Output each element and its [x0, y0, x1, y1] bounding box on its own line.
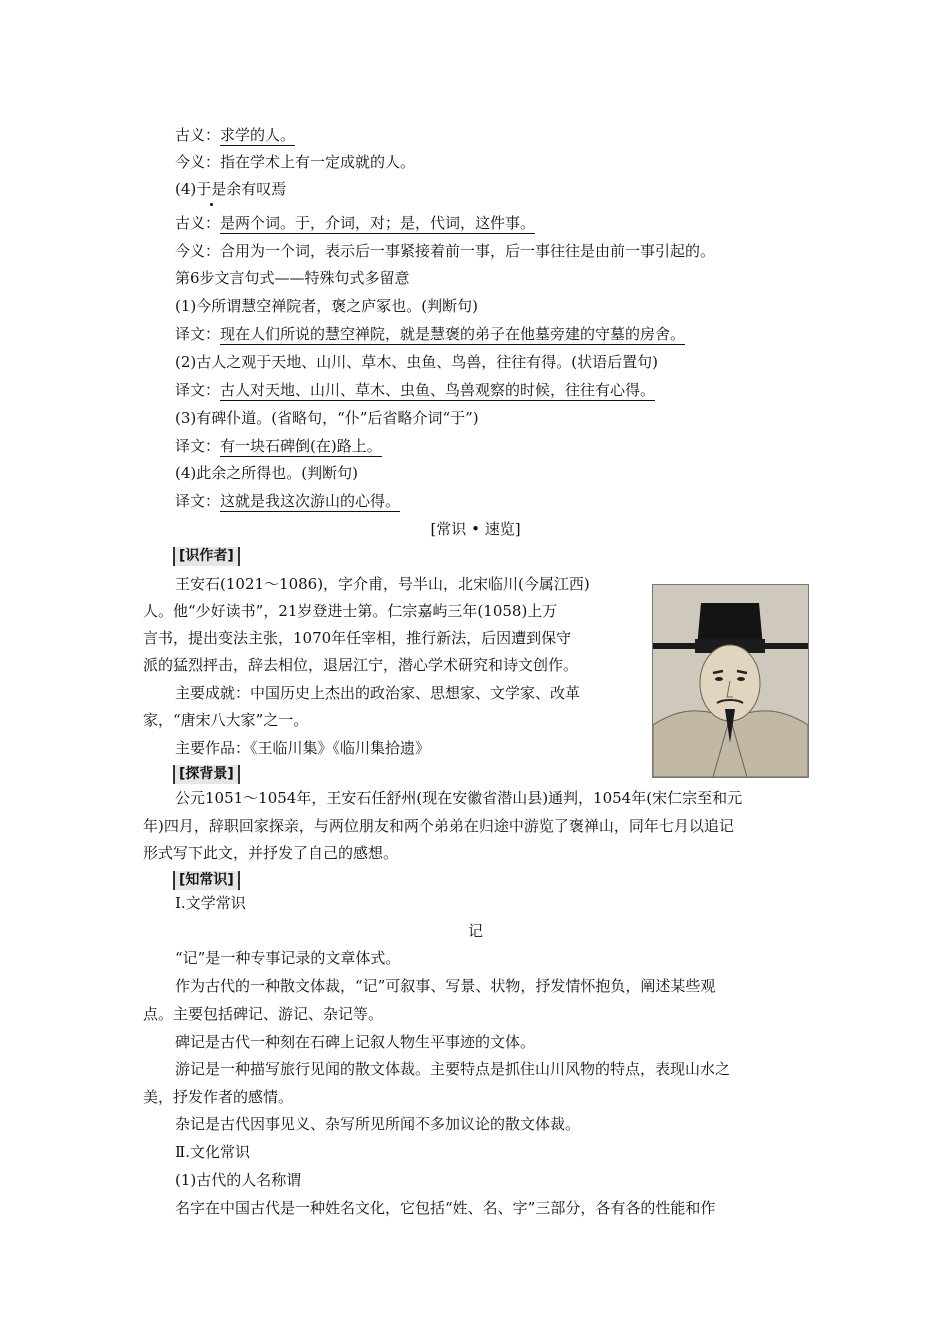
author-portrait	[652, 584, 809, 778]
knowledge-text: 作为古代的一种散文体裁，“记”可叙事、写景、状物，抒发情怀抱负，阐述某些观	[175, 977, 716, 995]
knowledge-text: 碑记是古代一种刻在石碑上记叙人物生平事迹的文体。	[175, 1033, 536, 1051]
tag-knowledge: [知常识]	[173, 871, 240, 890]
heading-literature: Ⅰ.文学常识	[175, 894, 246, 912]
author-text: 派的猛烈抨击，辞去相位，退居江宁，潜心学术研究和诗文创作。	[143, 656, 579, 674]
background-text: 形式写下此文，并抒发了自己的感想。	[143, 844, 399, 862]
gloss-modern-meaning: 今义：指在学术上有一定成就的人。	[175, 153, 416, 171]
heading-culture: Ⅱ.文化常识	[175, 1143, 250, 1161]
translation-3: 译文：有一块石碑倒(在)路上。	[175, 437, 382, 455]
knowledge-text: 名字在中国古代是一种姓名文化，它包括“姓、名、字”三部分，各有各的性能和作	[175, 1199, 716, 1217]
step-heading: 第6步文言句式——特殊句式多留意	[175, 269, 410, 287]
knowledge-text: 点。主要包括碑记、游记、杂记等。	[143, 1005, 384, 1023]
tag-background: [探背景]	[173, 765, 240, 784]
sentence-4: (4)此余之所得也。(判断句)	[175, 464, 358, 482]
gloss-ancient-meaning: 古义：求学的人。	[175, 126, 296, 144]
subheading-names: (1)古代的人名称谓	[175, 1171, 302, 1189]
sentence-3: (3)有碑仆道。(省略句，“仆”后省略介词“于”)	[175, 409, 479, 427]
gloss-ancient-meaning: 古义：是两个词。于，介词，对；是，代词，这件事。	[175, 214, 536, 232]
knowledge-text: 美，抒发作者的感情。	[143, 1088, 294, 1106]
sentence-1: (1)今所谓慧空禅院者，褒之庐冢也。(判断句)	[175, 297, 478, 315]
knowledge-text: “记”是一种专事记录的文章体式。	[175, 949, 401, 967]
translation-2: 译文：古人对天地、山川、草木、虫鱼、鸟兽观察的时候，往往有心得。	[175, 381, 656, 399]
author-achievement: 主要成就：中国历史上杰出的政治家、思想家、文学家、改革	[175, 684, 581, 702]
author-text: 人。他“少好读书”，21岁登进士第。仁宗嘉屿三年(1058)上万	[143, 602, 558, 620]
author-text: 王安石(1021～1086)，字介甫，号半山，北宋临川(今属江西)	[175, 575, 590, 593]
sentence-2: (2)古人之观于天地、山川、草木、虫鱼、鸟兽，往往有得。(状语后置句)	[175, 353, 658, 371]
section-heading: [常识 • 速览]	[430, 520, 521, 538]
background-text: 公元1051～1054年，王安石任舒州(现在安徽省潜山县)通判，1054年(宋仁宗至和元	[175, 789, 743, 807]
background-text: 年)四月，辞职回家探亲，与两位朋友和两个弟弟在归途中游览了褒禅山，同年七月以追记	[143, 817, 734, 835]
knowledge-text: 杂记是古代因事见义、杂写所见所闻不多加议论的散文体裁。	[175, 1115, 581, 1133]
author-text: 言书，提出变法主张，1070年任宰相，推行新法，后因遭到保守	[143, 629, 572, 647]
tag-author: [识作者]	[173, 547, 240, 566]
gloss-modern-meaning: 今义：合用为一个词，表示后一事紧接着前一事，后一事往往是由前一事引起的。	[175, 242, 716, 260]
gloss-item-4: (4)于是余有叹焉	[175, 180, 287, 198]
knowledge-text: 游记是一种描写旅行见闻的散文体裁。主要特点是抓住山川风物的特点，表现山水之	[175, 1060, 731, 1078]
author-achievement: 家，“唐宋八大家”之一。	[143, 711, 309, 729]
author-works: 主要作品：《王临川集》《临川集拾遗》	[175, 739, 431, 757]
translation-1: 译文：现在人们所说的慧空禅院，就是慧褒的弟子在他墓旁建的守墓的房舍。	[175, 325, 686, 343]
translation-4: 译文：这就是我这次游山的心得。	[175, 492, 401, 510]
genre-title: 记	[467, 922, 483, 940]
